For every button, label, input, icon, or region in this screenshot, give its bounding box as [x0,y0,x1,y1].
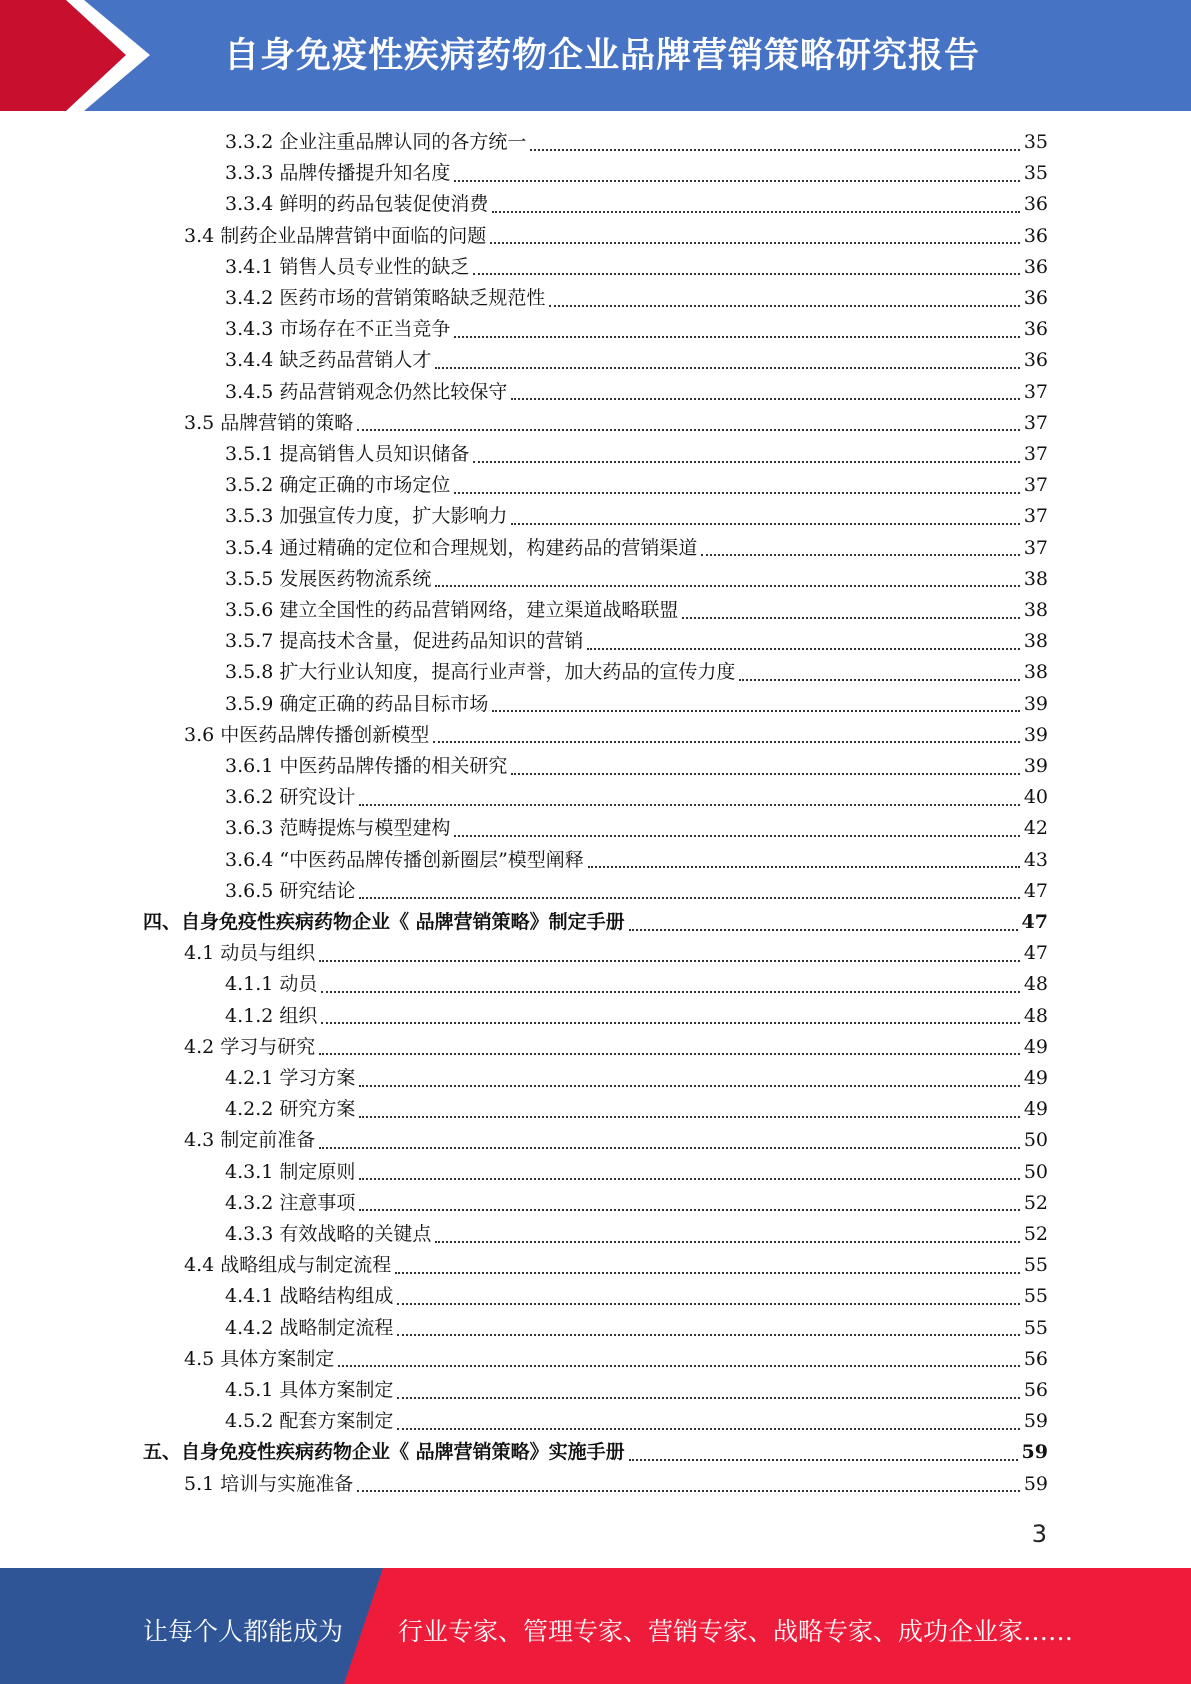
toc-entry-title: 品牌传播提升知名度 [279,162,451,185]
toc-entry[interactable] [225,1157,1048,1188]
toc-entry[interactable] [225,501,1048,532]
toc-entry-page: 39 [1023,755,1048,777]
toc-entry-title: 提高技术含量，促进药品知识的营销 [279,630,584,653]
toc-entry[interactable] [225,189,1048,220]
toc-dot-leader [321,991,1019,993]
toc-entry-title: 加强宣传力度，扩大影响力 [279,505,508,528]
toc-dot-leader [530,149,1019,151]
toc-entry-number: 4.1.1 [225,973,274,996]
toc-entry-page: 55 [1023,1316,1048,1339]
toc-entry-title: 品牌营销的策略 [220,411,354,434]
toc-entry[interactable] [184,1250,1048,1281]
header-arrow-decoration [0,0,200,111]
toc-entry-number: 4.5 [184,1347,215,1370]
toc-entry-title: 制定原则 [279,1160,356,1183]
toc-entry-number: 3.5 [184,411,215,434]
toc-entry-title: 组织 [279,1004,318,1027]
page-number: 3 [1031,1520,1047,1548]
toc-entry-label [225,1094,357,1125]
toc-entry-page: 49 [1023,1035,1048,1058]
toc-entry[interactable] [225,751,1048,782]
toc-entry-title: “中医药品牌传播创新圈层”模型阐释 [279,848,584,871]
toc-dot-leader [319,1147,1020,1149]
toc-entry-label [225,1313,395,1344]
toc-dot-leader [397,1428,1019,1430]
toc-dot-leader [454,492,1019,494]
toc-entry-number: 4.3.1 [225,1160,274,1183]
toc-entry-number: 4.3.2 [225,1191,274,1214]
toc-dot-leader [511,398,1019,400]
toc-entry-number: 4.5.2 [225,1410,274,1433]
toc-entry-number: 3.3.2 [225,131,274,153]
toc-entry-label [225,439,471,470]
toc-dot-leader [319,1053,1020,1055]
toc-entry-number: 4.2.2 [225,1098,274,1121]
toc-entry-page: 59 [1023,1410,1048,1433]
toc-entry-page: 36 [1023,255,1048,278]
toc-dot-leader [397,1303,1019,1305]
toc-entry-label [143,907,627,938]
toc-entry[interactable] [184,938,1048,969]
toc-entry[interactable] [225,1063,1048,1094]
toc-entry-title: 市场存在不正当竞争 [279,318,451,341]
toc-entry-label [184,408,355,439]
toc-entry-title: 建立全国性的药品营销网络，建立渠道战略联盟 [279,599,679,621]
toc-entry-page: 50 [1023,1129,1048,1152]
toc-entry-label [184,221,488,252]
toc-dot-leader [395,1272,1020,1274]
toc-entry-number: 3.4.5 [225,380,274,403]
toc-entry-title: 企业注重品牌认同的各方统一 [279,131,527,153]
toc-entry[interactable] [225,969,1048,1000]
toc-entry-label [225,1188,357,1219]
toc-entry-number: 4.4.2 [225,1316,274,1339]
toc-entry-label [225,564,433,595]
toc-dot-leader [588,866,1020,868]
toc-dot-leader [629,929,1018,931]
toc-entry[interactable] [225,1094,1048,1125]
toc-dot-leader [549,305,1019,307]
toc-entry-number: 3.6.1 [225,755,274,777]
toc-entry-number: 3.4.3 [225,318,274,341]
toc-entry-number: 4.1.2 [225,1004,274,1027]
toc-dot-leader [473,461,1019,463]
toc-dot-leader [682,617,1019,619]
toc-entry[interactable] [225,626,1048,657]
toc-entry-number: 3.4.4 [225,349,274,372]
toc-entry-title: 发展医药物流系统 [279,567,432,590]
toc-entry[interactable] [225,377,1048,408]
toc-entry-number: 3.3.4 [225,193,274,216]
toc-dot-leader [359,897,1019,899]
toc-entry-label [225,595,680,626]
toc-entry-number: 3.4 [184,224,215,247]
toc-entry-page: 38 [1023,567,1048,590]
toc-entry-page: 37 [1023,380,1048,403]
toc-entry[interactable] [184,408,1048,439]
toc-entry[interactable] [225,533,1048,564]
toc-entry[interactable] [184,1125,1048,1156]
toc-dot-leader [321,1022,1019,1024]
toc-entry-number: 四、 [143,911,182,933]
toc-entry[interactable] [225,252,1048,283]
toc-entry[interactable] [184,1032,1048,1063]
toc-entry-title: 研究设计 [279,786,356,809]
toc-entry-number: 3.5.6 [225,599,274,621]
toc-entry-number: 3.6.2 [225,786,274,809]
toc-entry-number: 3.5.1 [225,443,274,465]
toc-entry-label [184,938,317,969]
toc-entry-title: 确定正确的药品目标市场 [279,692,489,715]
toc-entry[interactable] [225,657,1048,688]
toc-entry-number: 3.5.9 [225,692,274,715]
toc-dot-leader [490,242,1020,244]
toc-entry[interactable] [225,564,1048,595]
toc-entry-label [225,1157,357,1188]
toc-entry-page: 47 [1023,879,1048,902]
toc-entry-title: 配套方案制定 [279,1410,394,1433]
toc-entry-label [225,127,528,158]
toc-entry-page: 38 [1023,630,1048,653]
toc-entry-page: 48 [1023,973,1048,996]
toc-entry-title: 动员与组织 [220,942,316,965]
toc-entry-number: 3.5.7 [225,630,274,653]
toc-entry-page: 37 [1023,536,1048,559]
toc-entry-page: 35 [1023,162,1048,185]
toc-entry-number: 3.4.1 [225,255,274,278]
toc-entry-label [225,657,737,688]
toc-entry[interactable] [225,782,1048,813]
toc-entry-page: 50 [1023,1160,1048,1183]
page-footer [0,1568,1191,1684]
toc-entry-number: 3.4.2 [225,287,274,309]
toc-dot-leader [359,1209,1019,1211]
toc-entry-number: 4.3 [184,1129,215,1152]
toc-entry-number: 4.4 [184,1254,215,1277]
toc-entry-number: 五、 [143,1441,182,1464]
toc-entry-title: 战略组成与制定流程 [220,1254,392,1277]
toc-entry-label [225,501,509,532]
toc-entry-title: 研究方案 [279,1098,356,1121]
toc-dot-leader [435,585,1019,587]
toc-entry-label [225,470,452,501]
toc-entry-title: 自身免疫性疾病药物企业《 品牌营销策略》实施手册 [181,1441,625,1464]
toc-dot-leader [397,1397,1019,1399]
toc-entry-page: 56 [1023,1379,1048,1401]
toc-entry[interactable] [184,1344,1048,1375]
toc-entry[interactable] [225,813,1048,844]
footer-slogan-right: 行业专家、管理专家、营销专家、战略专家、成功企业家…… [398,1617,1074,1646]
toc-entry-number: 3.6.3 [225,817,274,840]
toc-entry[interactable] [225,1313,1048,1344]
toc-entry-page: 59 [1021,1441,1048,1464]
toc-entry-page: 37 [1023,411,1048,434]
toc-entry[interactable] [143,907,1048,938]
toc-entry-page: 40 [1023,786,1048,809]
toc-entry-label [225,252,471,283]
toc-dot-leader [357,1490,1020,1492]
toc-entry-page: 56 [1023,1347,1048,1370]
toc-entry-label [225,1281,395,1312]
toc-dot-leader [492,710,1019,712]
toc-entry-number: 5.1 [184,1472,215,1495]
toc-entry-label [225,1406,395,1437]
toc-entry-page: 42 [1023,817,1048,840]
toc-entry-page: 36 [1023,318,1048,341]
toc-entry-page: 37 [1023,505,1048,528]
toc-entry-page: 47 [1023,942,1048,965]
toc-entry[interactable] [225,439,1048,470]
toc-entry-label [225,845,586,876]
toc-entry[interactable] [225,283,1048,314]
toc-dot-leader [511,773,1019,775]
toc-entry-page: 37 [1023,443,1048,465]
toc-dot-leader [454,336,1019,338]
toc-dot-leader [359,1178,1019,1180]
toc-dot-leader [492,211,1019,213]
toc-entry-page: 36 [1023,193,1048,216]
toc-entry[interactable] [225,1375,1048,1406]
toc-entry-title: 范畴提炼与模型建构 [279,817,451,840]
toc-entry-title: 医药市场的营销策略缺乏规范性 [279,287,546,309]
toc-dot-leader [338,1365,1020,1367]
toc-entry[interactable] [225,345,1048,376]
toc-entry-label [225,969,319,1000]
toc-entry-label [225,533,699,564]
toc-entry-title: 自身免疫性疾病药物企业《 品牌营销策略》制定手册 [181,911,625,933]
toc-entry-page: 48 [1023,1004,1048,1027]
toc-entry[interactable] [225,1001,1048,1032]
toc-entry-label [225,314,452,345]
toc-entry-label [225,158,452,189]
toc-entry-number: 4.1 [184,942,215,965]
toc-entry[interactable] [225,1188,1048,1219]
toc-entry-page: 52 [1023,1223,1048,1245]
toc-entry-page: 36 [1023,224,1048,247]
toc-entry-page: 55 [1023,1285,1048,1308]
toc-entry-page: 39 [1023,723,1048,746]
toc-entry[interactable] [184,221,1048,252]
toc-entry-page: 39 [1023,692,1048,715]
toc-entry-label [184,1250,393,1281]
toc-entry-title: 提高销售人员知识储备 [279,443,470,465]
toc-entry-number: 3.5.8 [225,661,274,684]
toc-entry[interactable] [184,1469,1048,1500]
toc-entry-label [225,626,585,657]
toc-entry[interactable] [225,470,1048,501]
toc-entry-title: 动员 [279,973,318,996]
toc-entry-title: 学习与研究 [220,1035,316,1058]
toc-dot-leader [359,804,1019,806]
toc-entry-label [225,782,357,813]
toc-dot-leader [454,180,1019,182]
toc-entry-label [184,1125,317,1156]
toc-entry-label [225,1219,433,1250]
toc-entry[interactable] [184,720,1048,751]
toc-entry[interactable] [225,1281,1048,1312]
toc-entry-number: 4.3.3 [225,1223,274,1245]
toc-entry[interactable] [225,158,1048,189]
toc-entry-label [184,1469,355,1500]
toc-entry-page: 36 [1023,287,1048,309]
toc-entry[interactable] [225,314,1048,345]
toc-entry-page: 35 [1023,131,1048,153]
toc-entry-page: 43 [1023,848,1048,871]
toc-dot-leader [435,1241,1019,1243]
toc-entry-label [225,189,490,220]
toc-entry-number: 4.2.1 [225,1067,274,1089]
toc-entry-number: 3.6.5 [225,879,274,902]
toc-entry-label [225,813,452,844]
toc-entry-page: 38 [1023,599,1048,621]
toc-entry[interactable] [225,845,1048,876]
report-title: 自身免疫性疾病药物企业品牌营销策略研究报告 [224,36,981,76]
toc-entry[interactable] [225,127,1048,158]
toc-dot-leader [359,1085,1019,1087]
toc-entry-number: 3.5.5 [225,567,274,590]
toc-entry-page: 59 [1023,1472,1048,1495]
toc-entry[interactable] [143,1437,1048,1468]
toc-entry-title: 确定正确的市场定位 [279,474,451,497]
toc-dot-leader [357,429,1020,431]
toc-entry-page: 52 [1023,1191,1048,1214]
toc-entry-label [184,1032,317,1063]
toc-entry-page: 49 [1023,1067,1048,1089]
toc-entry-title: 缺乏药品营销人才 [279,349,432,372]
toc-entry-label [225,377,509,408]
toc-entry[interactable] [225,595,1048,626]
toc-dot-leader [701,554,1019,556]
toc-entry[interactable] [225,1406,1048,1437]
toc-entry-title: 扩大行业认知度，提高行业声誉，加大药品的宣传力度 [279,661,736,684]
toc-entry-label [225,751,509,782]
toc-entry[interactable] [225,876,1048,907]
toc-entry-page: 49 [1023,1098,1048,1121]
toc-dot-leader [739,679,1019,681]
toc-entry-title: 具体方案制定 [220,1347,335,1370]
toc-entry-title: 培训与实施准备 [220,1472,354,1495]
toc-dot-leader [473,273,1019,275]
toc-entry-title: 战略制定流程 [279,1316,394,1339]
toc-dot-leader [433,741,1020,743]
toc-entry-title: 学习方案 [279,1067,356,1089]
toc-entry-page: 38 [1023,661,1048,684]
toc-entry-label [225,689,490,720]
footer-slogan-left: 让每个人都能成为 [143,1617,344,1646]
toc-dot-leader [319,960,1020,962]
toc-entry-label [143,1437,627,1468]
toc-entry[interactable] [225,1219,1048,1250]
toc-entry-label [225,876,357,907]
toc-entry-label [225,1001,319,1032]
toc-entry-number: 4.5.1 [225,1379,274,1401]
toc-entry-number: 3.5.4 [225,536,274,559]
toc-entry-number: 3.5.2 [225,474,274,497]
toc-dot-leader [454,835,1019,837]
toc-entry-number: 3.6 [184,723,215,746]
toc-entry-title: 注意事项 [279,1191,356,1214]
toc-entry-label [184,1344,336,1375]
toc-entry-label [225,283,547,314]
toc-entry[interactable] [225,689,1048,720]
toc-entry-number: 4.4.1 [225,1285,274,1308]
toc-dot-leader [629,1459,1018,1461]
toc-entry-label [184,720,431,751]
toc-entry-page: 37 [1023,474,1048,497]
toc-entry-title: 研究结论 [279,879,356,902]
toc-entry-label [225,1375,395,1406]
toc-entry-number: 3.6.4 [225,848,274,871]
toc-dot-leader [359,1116,1019,1118]
toc-entry-title: 通过精确的定位和合理规划，构建药品的营销渠道 [279,536,698,559]
toc-entry-title: 具体方案制定 [279,1379,394,1401]
toc-entry-title: 制定前准备 [220,1129,316,1152]
toc-entry-label [225,345,433,376]
toc-dot-leader [587,648,1019,650]
page-header [0,0,1191,111]
toc-dot-leader [435,367,1019,369]
toc-entry-label [225,1063,357,1094]
toc-entry-title: 鲜明的药品包装促使消费 [279,193,489,216]
toc-entry-number: 3.3.3 [225,162,274,185]
toc-entry-number: 4.2 [184,1035,215,1058]
toc-entry-number: 3.5.3 [225,505,274,528]
toc-entry-title: 中医药品牌传播的相关研究 [279,755,508,777]
toc-dot-leader [397,1334,1019,1336]
toc-entry-title: 制药企业品牌营销中面临的问题 [220,224,487,247]
toc-entry-title: 战略结构组成 [279,1285,394,1308]
toc-entry-title: 药品营销观念仍然比较保守 [279,380,508,403]
toc-entry-page: 47 [1021,911,1048,933]
toc-entry-title: 有效战略的关键点 [279,1223,432,1245]
toc-entry-title: 销售人员专业性的缺乏 [279,255,470,278]
toc-entry-page: 36 [1023,349,1048,372]
toc-entry-page: 55 [1023,1254,1048,1277]
toc-entry-title: 中医药品牌传播创新模型 [220,723,430,746]
toc-dot-leader [511,523,1019,525]
